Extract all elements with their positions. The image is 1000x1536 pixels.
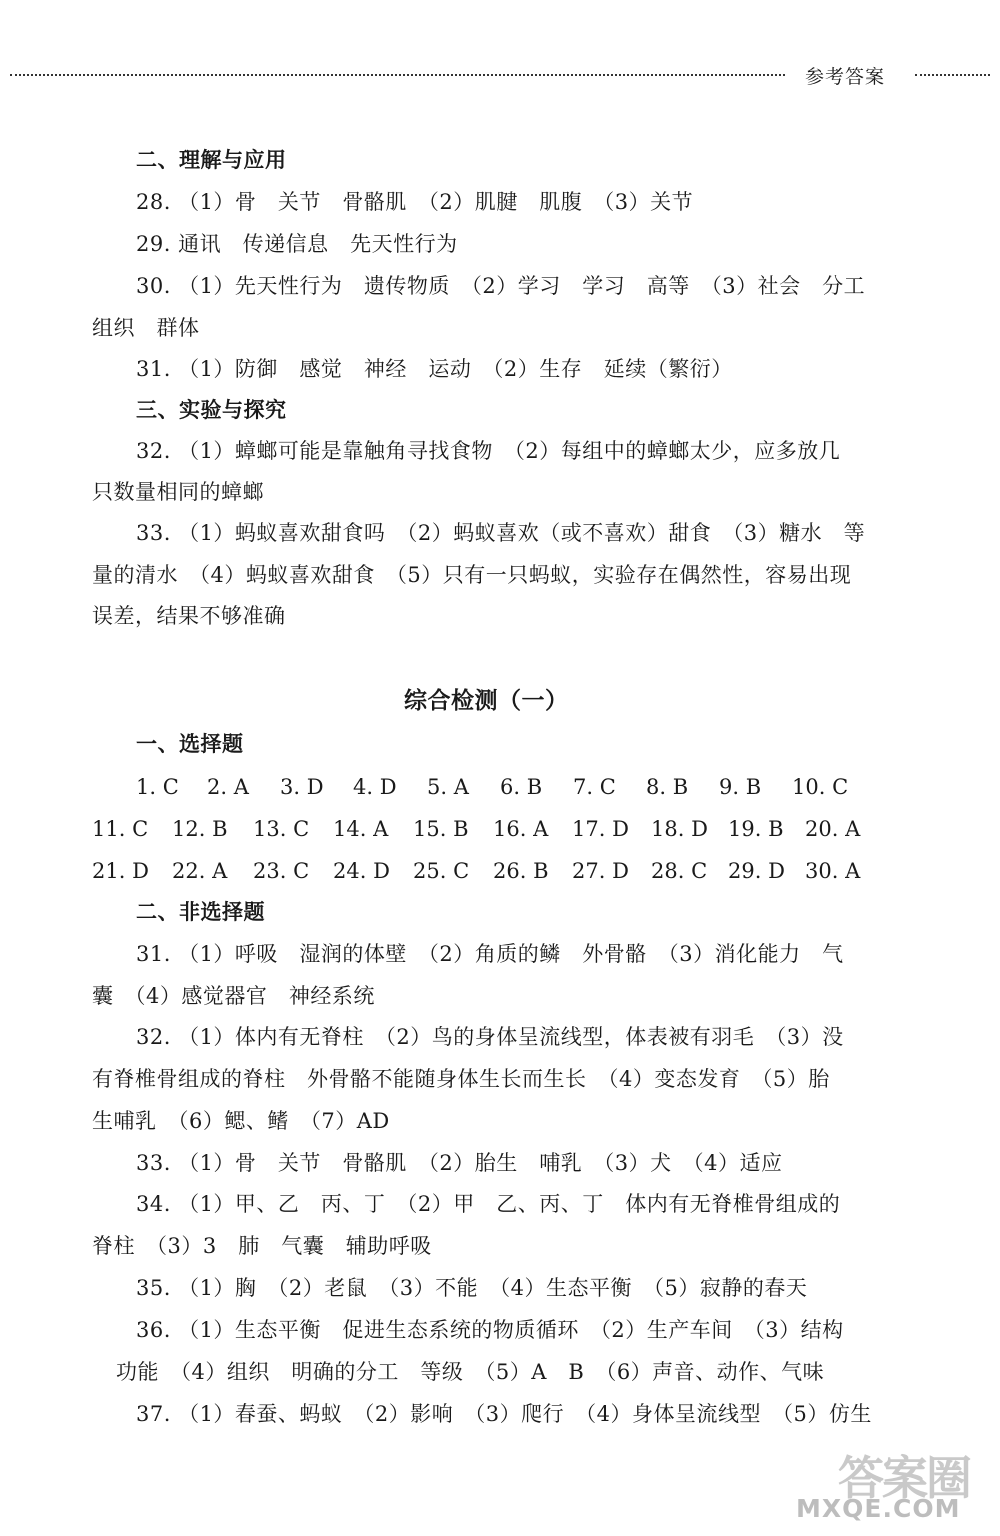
test-answer-31-line1: 31. （1）呼吸 湿润的体壁 （2）角质的鳞 外骨骼 （3）消化能力 气: [136, 942, 844, 966]
test-answer-37: 37. （1）春蚕、蚂蚁 （2）影响 （3）爬行 （4）身体呈流线型 （5）仿生: [136, 1402, 872, 1426]
answer-32-line1: 32. （1）蟑螂可能是靠触角寻找食物 （2）每组中的蟑螂太少，应多放几: [136, 439, 841, 463]
test-answer-32-line2: 有脊椎骨组成的脊柱 外骨骼不能随身体生长而生长 （4）变态发育 （5）胎: [92, 1067, 830, 1091]
answer-32-line2: 只数量相同的蟑螂: [92, 480, 264, 504]
choice-answer: 26. B: [493, 859, 549, 883]
choice-answer: 19. B: [728, 817, 784, 841]
watermark: [796, 1438, 986, 1528]
choice-answer: 11. C: [92, 817, 149, 841]
choice-answer: 22. A: [172, 859, 228, 883]
answer-33-line2: 量的清水 （4）蚂蚁喜欢甜食 （5）只有一只蚂蚁，实验存在偶然性，容易出现: [92, 563, 852, 587]
choice-answer: 21. D: [92, 859, 149, 883]
answer-29: 29. 通讯 传递信息 先天性行为: [136, 232, 458, 256]
choice-answers-row-2: [0, 817, 1000, 843]
choice-answer: 1. C: [136, 775, 179, 799]
part-title-non-choice: 二、非选择题: [136, 900, 265, 924]
header-title: 参考答案: [805, 66, 886, 88]
answer-30-line2: 组织 群体: [92, 316, 200, 340]
choice-answer: 15. B: [413, 817, 469, 841]
choice-answer: 25. C: [413, 859, 470, 883]
test-answer-34-line2: 脊柱 （3）3 肺 气囊 辅助呼吸: [92, 1234, 432, 1258]
choice-answer: 3. D: [280, 775, 324, 799]
choice-answer: 13. C: [253, 817, 310, 841]
test-answer-36-line2: 功能 （4）组织 明确的分工 等级 （5）A B （6）声音、动作、气味: [116, 1360, 825, 1384]
section-title-experiment: 三、实验与探究: [136, 398, 287, 422]
answer-33-line1: 33. （1）蚂蚁喜欢甜食吗 （2）蚂蚁喜欢（或不喜欢）甜食 （3）糖水 等: [136, 521, 866, 545]
test-answer-36-line1: 36. （1）生态平衡 促进生态系统的物质循环 （2）生产车间 （3）结构: [136, 1318, 844, 1342]
choice-answer: 16. A: [493, 817, 549, 841]
section-title-understanding: 二、理解与应用: [136, 148, 287, 172]
choice-answer: 12. B: [172, 817, 228, 841]
choice-answer: 2. A: [207, 775, 249, 799]
choice-answer: 18. D: [651, 817, 708, 841]
choice-answers-row-1: [0, 775, 1000, 801]
choice-answer: 8. B: [646, 775, 689, 799]
header-dotted-rule-right: [915, 74, 990, 76]
choice-answer: 29. D: [728, 859, 785, 883]
choice-answer: 4. D: [353, 775, 397, 799]
answer-33-line3: 误差，结果不够准确: [92, 604, 286, 628]
answer-30-line1: 30. （1）先天性行为 遗传物质 （2）学习 学习 高等 （3）社会 分工: [136, 274, 866, 298]
choice-answer: 23. C: [253, 859, 310, 883]
test-answer-33: 33. （1）骨 关节 骨骼肌 （2）胎生 哺乳 （3）犬 （4）适应: [136, 1151, 783, 1175]
part-title-choice: 一、选择题: [136, 732, 244, 756]
watermark-url: MXQE.COM: [796, 1494, 961, 1523]
choice-answer: 28. C: [651, 859, 708, 883]
choice-answer: 6. B: [500, 775, 543, 799]
choice-answer: 10. C: [792, 775, 849, 799]
choice-answer: 30. A: [805, 859, 861, 883]
choice-answer: 14. A: [333, 817, 389, 841]
test-answer-35: 35. （1）胸 （2）老鼠 （3）不能 （4）生态平衡 （5）寂静的春天: [136, 1276, 808, 1300]
choice-answer: 9. B: [719, 775, 762, 799]
choice-answers-row-3: [0, 859, 1000, 885]
watermark-logo: 答案圈: [838, 1451, 970, 1505]
answer-28: 28. （1）骨 关节 骨骼肌 （2）肌腱 肌腹 （3）关节: [136, 190, 694, 214]
test-answer-32-line3: 生哺乳 （6）鳃、鳍 （7）AD: [92, 1109, 390, 1133]
test-answer-34-line1: 34. （1）甲、乙 丙、丁 （2）甲 乙、丙、丁 体内有无脊椎骨组成的: [136, 1192, 841, 1216]
choice-answer: 27. D: [572, 859, 629, 883]
choice-answer: 20. A: [805, 817, 861, 841]
header-dotted-rule-left: [10, 74, 785, 76]
choice-answer: 5. A: [427, 775, 469, 799]
test-answer-31-line2: 囊 （4）感觉器官 神经系统: [92, 984, 375, 1008]
test-answer-32-line1: 32. （1）体内有无脊柱 （2）鸟的身体呈流线型，体表被有羽毛 （3）没: [136, 1025, 844, 1049]
answer-31: 31. （1）防御 感觉 神经 运动 （2）生存 延续（繁衍）: [136, 357, 733, 381]
test-title: 综合检测（一）: [404, 688, 569, 714]
page-header: [0, 58, 1000, 98]
choice-answer: 7. C: [573, 775, 616, 799]
choice-answer: 17. D: [572, 817, 629, 841]
choice-answer: 24. D: [333, 859, 390, 883]
